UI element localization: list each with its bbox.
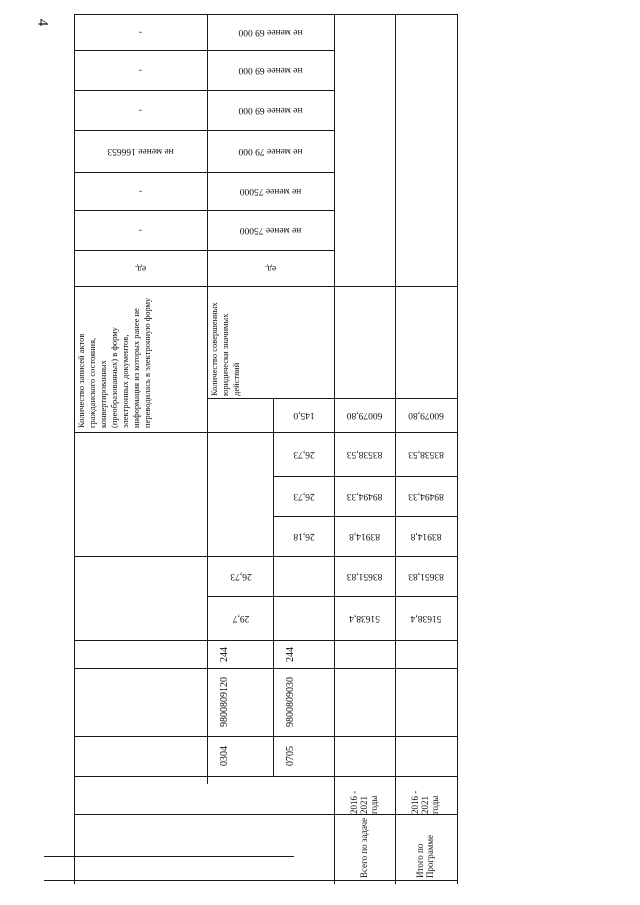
total-task-cell-3: 89494,33: [346, 491, 383, 501]
row-line: [44, 880, 457, 881]
value-cell-3: -: [138, 105, 143, 115]
total-task-cell-4: 83914,8: [349, 531, 380, 541]
total-task-cell-6: 51638,4: [349, 613, 380, 623]
r1-cell-4: 26,18: [293, 531, 315, 541]
code-b-csr: 9800809030: [284, 677, 296, 727]
label-total-program: Итого по Программе: [415, 834, 435, 878]
total-task-cell-1: 60079,80: [346, 410, 383, 420]
r2-cell-1: 26,73: [230, 571, 252, 581]
total-program-cell-4: 83914,8: [410, 531, 442, 541]
norm-cell-2: не менее 69 000: [238, 65, 303, 75]
norm-cell-1: не менее 69 000: [238, 27, 303, 37]
indicator-2-text: Количество совершенных юридически значимых действий: [209, 302, 241, 396]
norm-cell-6: не менее 75000: [239, 225, 302, 235]
value-cell-6: -: [138, 225, 143, 235]
row-line: [74, 776, 457, 777]
indicator-1-cell: [76, 290, 204, 428]
row-line: [74, 736, 457, 737]
code-a-vr: 244: [218, 646, 230, 662]
total-task-cell-2: 83538,53: [346, 449, 383, 459]
total-task-cell-5: 83651,83: [346, 571, 383, 581]
norm-cell-5: не менее 75000: [239, 186, 302, 196]
period-program: 2016 - 2021 годы: [410, 790, 440, 814]
norm-cell-4: не менее 79 000: [238, 146, 303, 156]
indicator-1-text: Количество записей актов гражданского состояния, конвертированных (преобразованных) в форму электронных документов, информация из которых ранее не переводилась в электронную форму: [76, 297, 152, 428]
label-total-task: Всего по задаче: [359, 817, 369, 878]
indicator-2-cell: [209, 290, 269, 396]
row-line: [44, 856, 294, 857]
period-task: 2016 - 2021 годы: [349, 790, 379, 814]
row-line: [74, 814, 457, 815]
row-line: [74, 286, 457, 287]
total-program-cell-1: 60079,80: [408, 410, 444, 420]
total-program-cell-3: 89494,33: [408, 491, 444, 501]
table-border-right: [457, 14, 458, 884]
total-program-cell-2: 83538,53: [408, 449, 444, 459]
r1-cell-2: 26,73: [293, 449, 315, 459]
row-line: [74, 640, 457, 641]
total-program-cell-6: 51638,4: [410, 613, 442, 623]
value-cell-4: не менее 166653: [107, 146, 174, 156]
unit-cell-2: ед.: [264, 263, 277, 273]
r2-cell-2: 29,7: [232, 613, 250, 623]
total-program-cell-5: 83651,83: [408, 571, 444, 581]
value-cell-5: -: [138, 186, 143, 196]
unit-cell-1: ед.: [134, 263, 147, 273]
code-b-vr: 244: [284, 646, 296, 662]
code-a-csr: 9800809120: [218, 677, 230, 727]
r1-cell-3: 26,73: [293, 491, 315, 501]
row-line: [74, 668, 457, 669]
value-cell-1: -: [138, 27, 143, 37]
norm-cell-3: не менее 69 000: [238, 105, 303, 115]
value-cell-2: -: [138, 65, 143, 75]
r1-cell-1: 145,0: [293, 410, 315, 420]
code-a-razdel: 0304: [218, 746, 230, 766]
code-b-razdel: 0705: [284, 746, 296, 766]
page-number: 4: [34, 18, 51, 27]
